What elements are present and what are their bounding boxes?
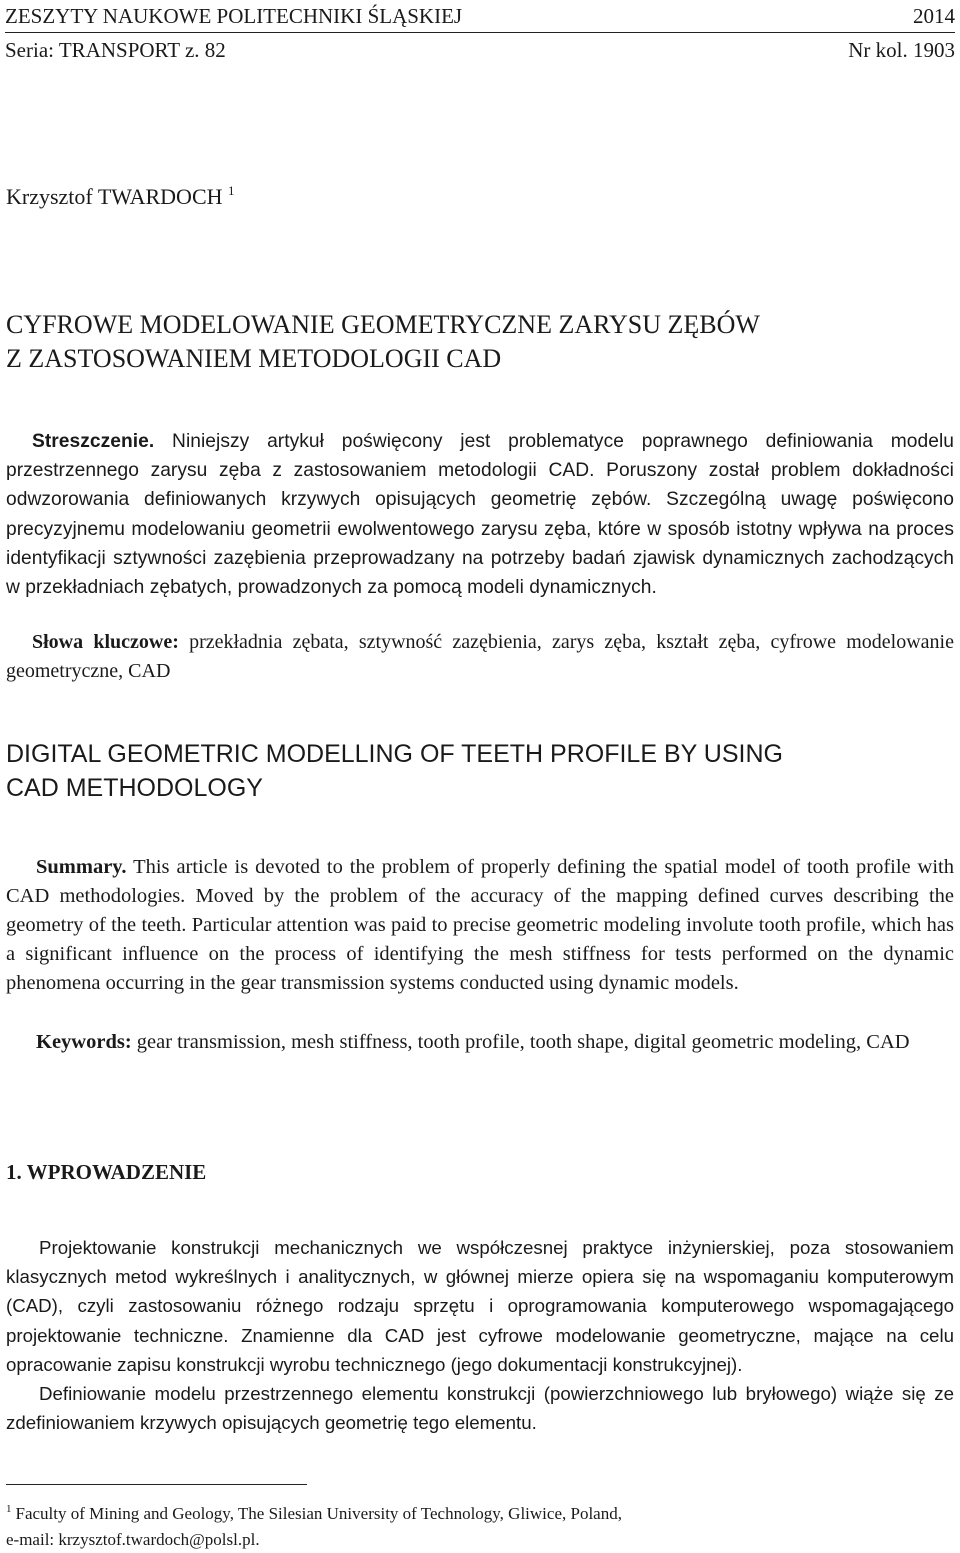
summary-en-text: This article is devoted to the problem of properly defining the spatial model of tooth profile with CAD methodologies. Moved by the problem of the accuracy of the mapping defined curves describing the geometry of the teeth. Particular attention was paid to precise geometric modeling involute tooth profile, which has a significant influence on the process of identifying the mesh stiffness for tests performed on the dynamic phenomena occurring in the gear transmission systems conducted using dynamic models. <box>6 856 954 995</box>
keywords-pl-text: przekładnia zębata, sztywność zazębienia, zarys zęba, kształt zęba, cyfrowe modelowanie geometryczne, CAD <box>6 631 954 682</box>
header-rule <box>5 32 955 33</box>
abstract-pl-label: Streszczenie. <box>32 431 155 452</box>
footnote-email: e-mail: krzysztof.twardoch@polsl.pl. <box>6 1530 260 1549</box>
summary-en <box>6 853 954 998</box>
footnote <box>6 1496 954 1553</box>
paper-title-pl <box>6 308 954 376</box>
paper-title-en-line1: DIGITAL GEOMETRIC MODELLING OF TEETH PROFILE BY USING <box>6 740 783 768</box>
section-body <box>6 1233 954 1437</box>
section-heading: 1. WPROWADZENIE <box>6 1160 207 1184</box>
journal-series: Seria: TRANSPORT z. 82 <box>5 38 226 62</box>
section-paragraph: Definiowanie modelu przestrzennego elementu konstrukcji (powierzchniowego lub bryłowego) wiąże się ze zdefiniowaniem krzywych opisujących geometrię tego elementu. <box>6 1383 954 1434</box>
footnote-affiliation: Faculty of Mining and Geology, The Silesian University of Technology, Gliwice, Poland, <box>15 1504 622 1523</box>
journal-year: 2014 <box>913 4 955 28</box>
summary-en-label: Summary. <box>36 856 127 878</box>
footnote-rule <box>6 1484 307 1485</box>
journal-number: Nr kol. 1903 <box>848 38 955 62</box>
keywords-pl-label: Słowa kluczowe: <box>32 631 179 653</box>
author-line <box>6 178 235 210</box>
keywords-en-text: gear transmission, mesh stiffness, tooth profile, tooth shape, digital geometric modeling, CAD <box>131 1031 910 1053</box>
keywords-pl <box>6 628 954 686</box>
journal-name: ZESZYTY NAUKOWE POLITECHNIKI ŚLĄSKIEJ <box>5 4 463 28</box>
paper-title-en <box>6 737 954 805</box>
journal-header <box>5 4 955 28</box>
author-footnote-mark: 1 <box>228 183 235 198</box>
section-paragraph: Projektowanie konstrukcji mechanicznych we współczesnej praktyce inżynierskiej, poza stosowaniem klasycznych metod wykreślnych i analitycznych, w głównej mierze opiera się na wspomaganiu komputerowym (CAD), czyli zastosowaniu różnego rodzaju sprzętu i oprogramowania komputerowego wspomagającego projektowanie techniczne. Znamienne dla CAD jest cyfrowe modelowanie geometryczne, mające na celu opracowanie zapisu konstrukcji wyrobu technicznego (jego dokumentacji konstrukcyjnej). <box>6 1237 954 1375</box>
abstract-pl-text: Niniejszy artykuł poświęcony jest problematyce poprawnego definiowania modelu przestrzennego zarysu zęba z zastosowaniem metodologii CAD. Poruszony został problem dokładności odwzorowania definiowanych krzywych opisujących geometrię zębów. Szczególną uwagę poświęcono precyzyjnemu modelowaniu geometrii ewolwentowego zarysu zęba, które w sposób istotny wpływa na proces identyfikacji sztywności zazębienia przeprowadzany na potrzeby badań zjawisk dynamicznych zachodzących w przekładniach zębatych, prowadzonych za pomocą modeli dynamicznych. <box>6 431 954 599</box>
keywords-en <box>6 1028 954 1057</box>
paper-title-pl-line2: Z ZASTOSOWANIEM METODOLOGII CAD <box>6 344 502 373</box>
author-name: Krzysztof TWARDOCH <box>6 184 223 209</box>
paper-title-en-line2: CAD METHODOLOGY <box>6 774 263 802</box>
footnote-line1 <box>6 1496 954 1527</box>
abstract-pl <box>6 427 954 602</box>
keywords-en-label: Keywords: <box>36 1031 132 1053</box>
paper-title-pl-line1: CYFROWE MODELOWANIE GEOMETRYCZNE ZARYSU ZĘBÓW <box>6 310 760 339</box>
footnote-mark: 1 <box>6 1503 12 1515</box>
journal-series-row <box>5 38 955 62</box>
